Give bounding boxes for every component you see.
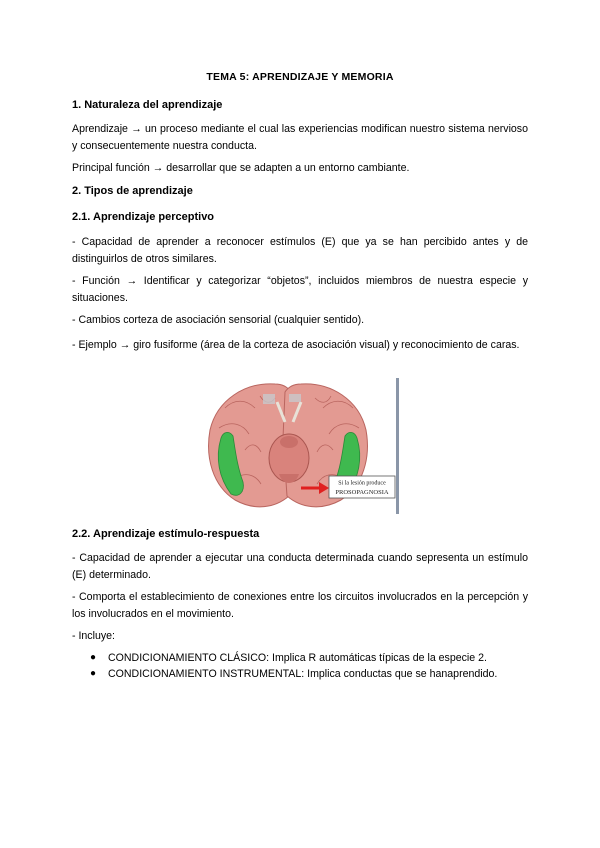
section-2-1-heading: 2.1. Aprendizaje perceptivo <box>72 211 215 223</box>
figure-divider-bar <box>396 378 399 514</box>
section-1-paragraph-1: Aprendizaje → un proceso mediante el cual las experiencias modifican nuestro sistema nervioso y consecuentemente nuestra conducta. <box>72 123 528 152</box>
section-2-2-heading: 2.2. Aprendizaje estímulo-respuesta <box>72 528 260 540</box>
document-title: TEMA 5: APRENDIZAJE Y MEMORIA <box>206 71 394 83</box>
brain-ventral-view-illustration <box>205 378 405 514</box>
midbrain <box>280 436 298 448</box>
list-item-text: CONDICIONAMIENTO CLÁSICO: Implica R automáticas típicas de la especie 2. <box>108 652 487 664</box>
prosopagnosia-label-line-1: Si la lesión produce <box>338 480 386 487</box>
section-2-2-paragraph-2: - Comporta el establecimiento de conexiones entre los circuitos involucrados en la percepción y los involucrados en el movimiento. <box>72 591 528 620</box>
section-2-2-paragraph-1: - Capacidad de aprender a ejecutar una conducta determinada cuando sepresenta un estímulo (E) determinado. <box>72 552 528 581</box>
section-2-1-paragraph-2: - Función → Identificar y categorizar “objetos”, incluidos miembros de nuestra especie y situaciones. <box>72 275 528 304</box>
list-item-text: CONDICIONAMIENTO INSTRUMENTAL: Implica conductas que se hanaprendido. <box>108 668 498 680</box>
grey-marker-left <box>263 394 275 404</box>
bullet-dot-icon: ● <box>90 668 97 679</box>
conditioning-list <box>72 650 542 682</box>
prosopagnosia-label-line-2: PROSOPAGNOSIA <box>335 489 389 496</box>
section-2-1-paragraph-1: - Capacidad de aprender a reconocer estímulos (E) que ya se han percibido antes y de distinguirlos de otros similares. <box>72 236 528 265</box>
section-2-heading: 2. Tipos de aprendizaje <box>72 185 193 197</box>
section-1-heading: 1. Naturaleza del aprendizaje <box>72 99 223 111</box>
section-2-1-paragraph-3: - Cambios corteza de asociación sensorial (cualquier sentido). <box>72 314 365 326</box>
section-2-1-paragraph-4: - Ejemplo → giro fusiforme (área de la corteza de asociación visual) y reconocimiento de caras. <box>72 339 520 351</box>
brain-figure <box>205 378 405 514</box>
section-1-paragraph-2: Principal función → desarrollar que se adapten a un entorno cambiante. <box>72 162 410 174</box>
grey-marker-right <box>289 394 301 402</box>
list-item <box>72 666 542 682</box>
section-2-2-paragraph-3: - Incluye: <box>72 630 115 642</box>
bullet-dot-icon: ● <box>90 652 97 663</box>
list-item <box>72 650 542 666</box>
